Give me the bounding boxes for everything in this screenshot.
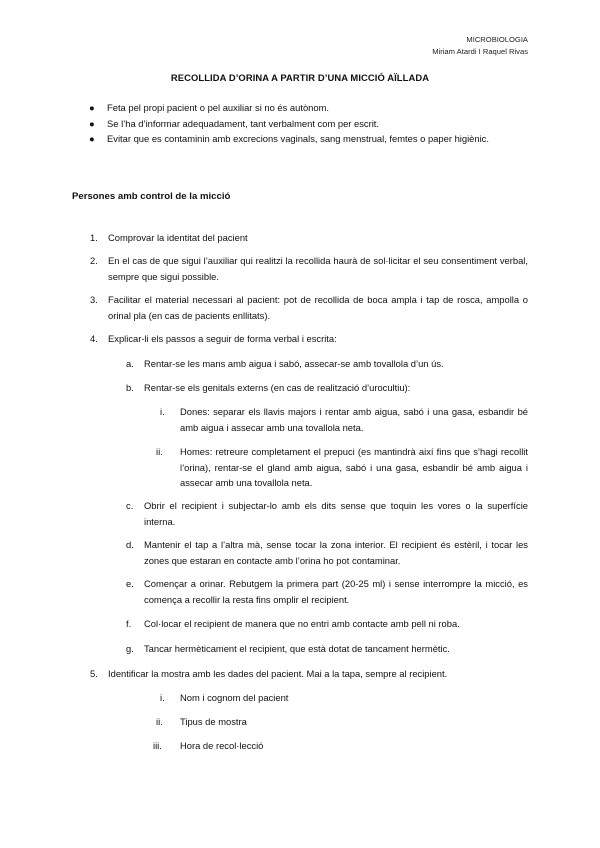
roman-marker: ii. xyxy=(156,716,163,727)
substep-marker: f. xyxy=(126,618,132,629)
substep-marker: c. xyxy=(126,500,134,511)
roman-marker: ii. xyxy=(156,446,163,457)
genital-step-text: Homes: retreure completament el prepuci (es mantindrà així fins que s’hagi recollit l’orina), rentar-se el gland amb aigua, sabó i una gasa, esbandir bé amb aigua i assecar amb una tovallola neta. xyxy=(180,446,528,488)
roman-marker: i. xyxy=(160,406,165,417)
intro-bullet-list xyxy=(88,100,536,147)
step-number: 2. xyxy=(90,255,98,266)
bullet-dot-icon: ● xyxy=(89,102,95,113)
substep-text: Col·locar el recipient de manera que no entri amb contacte amb pell ni roba. xyxy=(144,618,460,629)
label-field-text: Nom i cognom del pacient xyxy=(180,692,289,703)
substep-text: Obrir el recipient i subjectar-lo amb els dits sense que toquin les vores o la superfície interna. xyxy=(144,500,528,527)
roman-marker: i. xyxy=(160,692,165,703)
step-number: 3. xyxy=(90,294,98,305)
header-authors: Miriam Atardi I Raquel Rivas xyxy=(432,47,528,56)
step-text: Comprovar la identitat del pacient xyxy=(108,232,248,243)
label-field-text: Tipus de mostra xyxy=(180,716,247,727)
step-number: 5. xyxy=(90,668,98,679)
substep-text: Tancar hermèticament el recipient, que està dotat de tancament hermètic. xyxy=(144,643,450,654)
substep-marker: e. xyxy=(126,578,134,589)
running-header xyxy=(432,34,528,58)
substep-text: Mantenir el tap a l’altra mà, sense tocar la zona interior. El recipient és estèril, i tocar les zones que estaran en contacte amb l’orina ho pot contaminar. xyxy=(144,539,528,566)
roman-marker: iii. xyxy=(153,740,162,751)
step-text: Identificar la mostra amb les dades del pacient. Mai a la tapa, sempre al recipient. xyxy=(108,668,448,679)
genital-step-text: Dones: separar els llavis majors i rentar amb aigua, sabó i una gasa, esbandir bé amb aigua i assecar amb una tovallola neta. xyxy=(180,406,528,433)
bullet-item: ● Evitar que es contaminin amb excrecions vaginals, sang menstrual, femtes o paper higiènic. xyxy=(88,131,536,147)
document-title: RECOLLIDA D’ORINA A PARTIR D’UNA MICCIÓ AÏLLADA xyxy=(170,72,430,83)
step-text: Explicar-li els passos a seguir de forma verbal i escrita: xyxy=(108,333,337,344)
step-text: Facilitar el material necessari al pacient: pot de recollida de boca ampla i tap de rosca, ampolla o orinal pla (en cas de pacients enllitats). xyxy=(108,294,528,321)
step-number: 4. xyxy=(90,333,98,344)
substep-marker: a. xyxy=(126,358,134,369)
substep-text: Començar a orinar. Rebutgem la primera part (20-25 ml) i sense interrompre la micció, es comença a recollir la resta fins omplir el recipient. xyxy=(144,578,528,605)
step-number: 1. xyxy=(90,232,98,243)
bullet-dot-icon: ● xyxy=(89,133,95,144)
bullet-item: ● Se l’ha d’informar adequadament, tant verbalment com per escrit. xyxy=(88,116,536,132)
substep-marker: d. xyxy=(126,539,134,550)
bullet-dot-icon: ● xyxy=(89,117,95,129)
substep-marker: g. xyxy=(126,643,134,654)
header-subject: MICROBIOLOGIA xyxy=(466,35,528,44)
substep-text: Rentar-se les mans amb aigua i sabó, assecar-se amb tovallola d’un ús. xyxy=(144,358,444,369)
bullet-item: ● Feta pel propi pacient o pel auxiliar si no és autònom. xyxy=(88,100,536,116)
step-text: En el cas de que sigui l’auxiliar qui realitzi la recollida haurà de sol·licitar el seu consentiment verbal, sempre que sigui possible. xyxy=(108,255,528,282)
substep-text: Rentar-se els genitals externs (en cas de realització d’urocultiu): xyxy=(144,382,411,393)
label-field-text: Hora de recol·lecció xyxy=(180,740,264,751)
section-heading: Persones amb control de la micció xyxy=(72,191,231,202)
substep-marker: b. xyxy=(126,382,134,393)
